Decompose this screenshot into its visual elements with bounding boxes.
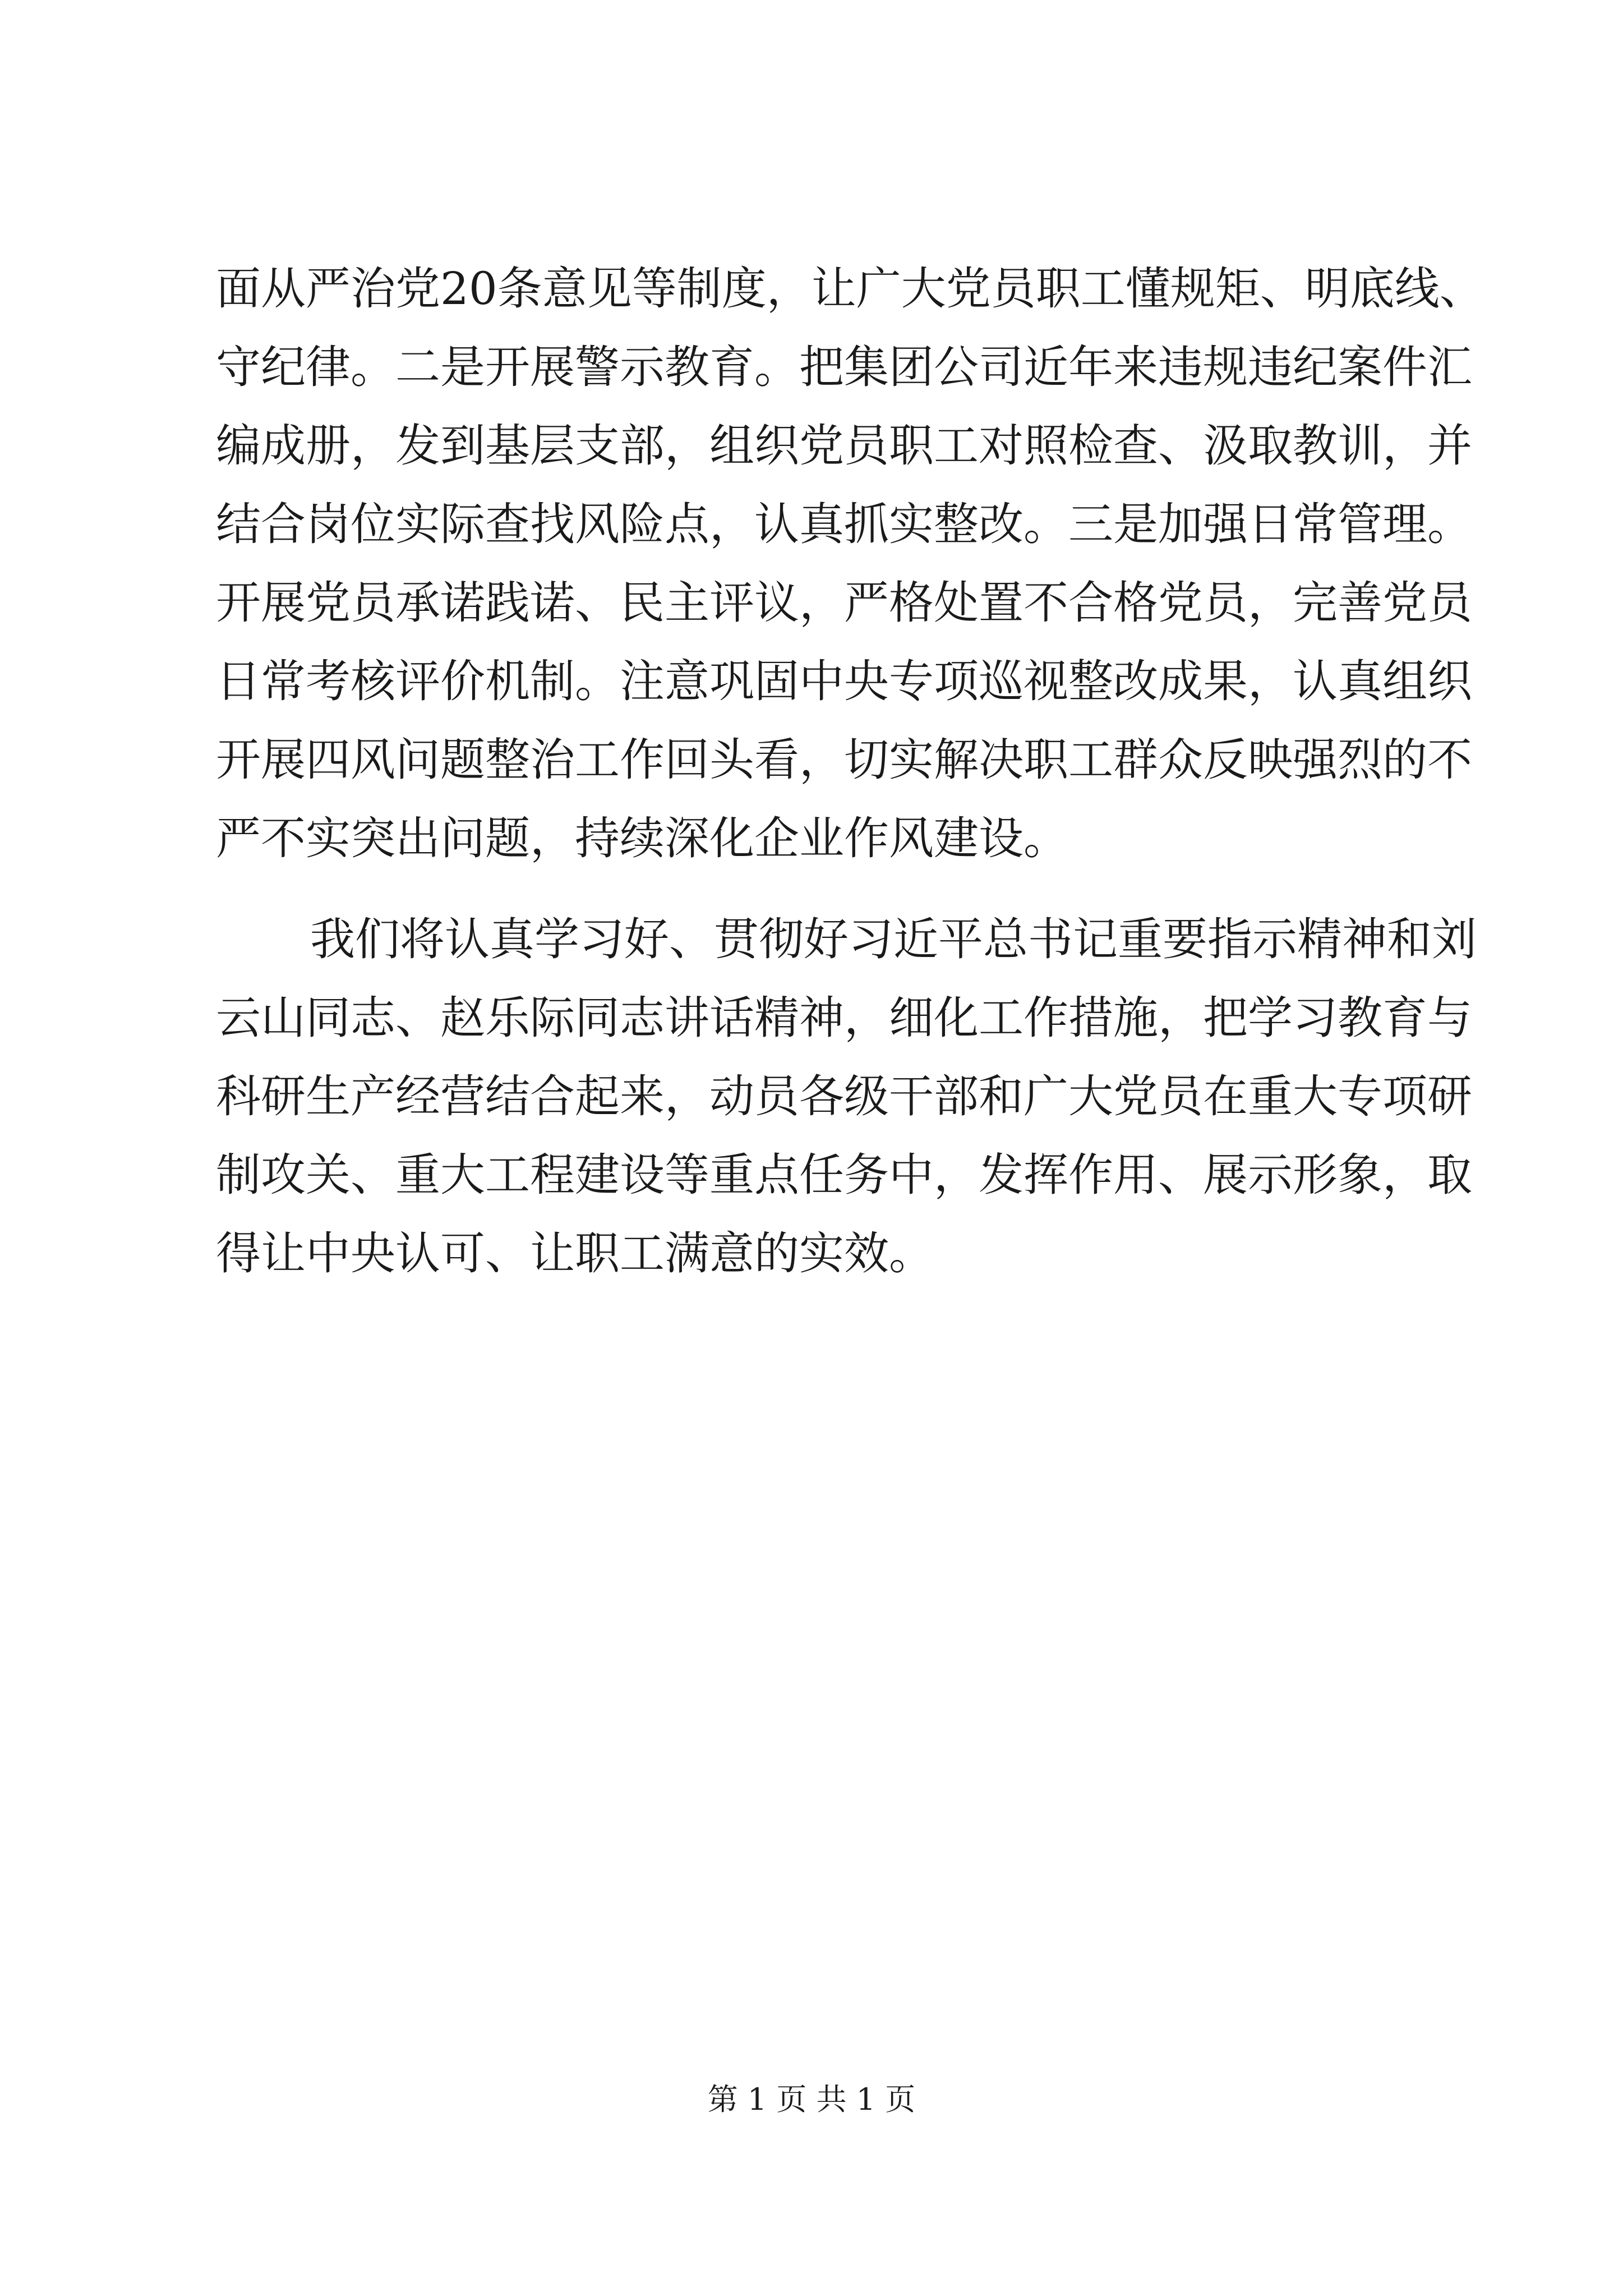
paragraph-1	[216, 250, 1484, 878]
text-line: 开展四风问题整治工作回头看，切实解决职工群众反映强烈的不	[216, 734, 1472, 786]
paragraph-spacer	[216, 878, 1416, 900]
text-line: 结合岗位实际查找风险点，认真抓实整改。三是加强日常管理。	[216, 498, 1472, 550]
text-line: 我们将认真学习好、贯彻好习近平总书记重要指示精神和刘	[310, 913, 1477, 965]
text-line: 制攻关、重大工程建设等重点任务中，发挥作用、展示形象，取	[216, 1149, 1472, 1201]
text-line: 科研生产经营结合起来，动员各级干部和广大党员在重大专项研	[216, 1070, 1472, 1122]
paragraph-2	[216, 900, 1477, 1293]
text-line: 云山同志、赵乐际同志讲话精神，细化工作措施，把学习教育与	[216, 992, 1472, 1044]
page-number-footer: 第 1 页 共 1 页	[707, 2082, 916, 2117]
text-line: 编成册，发到基层支部，组织党员职工对照检查、汲取教训，并	[216, 420, 1472, 472]
text-line: 严不实突出问题，持续深化企业作风建设。	[216, 812, 1068, 864]
document-body	[216, 250, 1484, 1293]
text-line: 面从严治党20条意见等制度，让广大党员职工懂规矩、明底线、	[216, 263, 1484, 315]
text-line: 日常考核评价机制。注意巩固中央专项巡视整改成果，认真组织	[216, 655, 1472, 707]
text-line: 得让中央认可、让职工满意的实效。	[216, 1227, 934, 1280]
text-line: 守纪律。二是开展警示教育。把集团公司近年来违规违纪案件汇	[216, 341, 1472, 393]
text-line: 开展党员承诺践诺、民主评议，严格处置不合格党员，完善党员	[216, 577, 1472, 629]
